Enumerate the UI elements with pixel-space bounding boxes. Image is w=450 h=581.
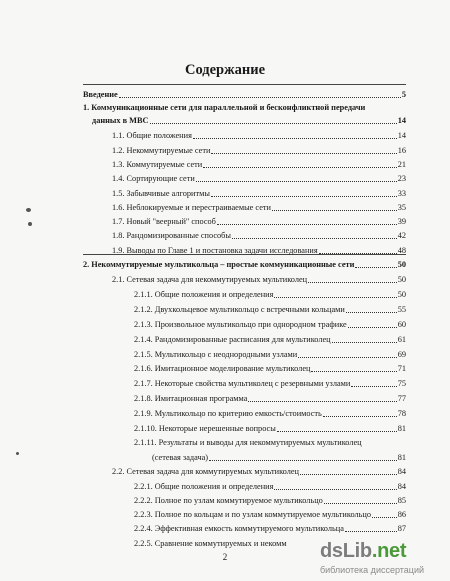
page-number: 2 [222, 552, 228, 562]
toc-dot-leader [355, 267, 396, 268]
toc-entry-title: 2.1.8. Имитационная программа [134, 394, 248, 403]
toc-dot-leader [211, 153, 396, 154]
toc-entry [134, 508, 406, 520]
toc-entry-title: 2.1.10. Некоторые нерешенные вопросы [134, 424, 276, 433]
toc-entry-page: 50 [397, 275, 406, 284]
toc-entry [134, 494, 406, 506]
toc-entry-title: 2.2.4. Эффективная емкость коммутируемого мультикольца [134, 524, 344, 533]
toc-entry [112, 273, 406, 285]
toc-entry-page: 84 [397, 467, 406, 476]
toc-entry [134, 480, 406, 492]
toc-dot-leader [324, 503, 397, 504]
toc-dot-leader [323, 416, 397, 417]
toc-entry [112, 129, 406, 141]
toc-entry [152, 451, 406, 463]
toc-entry-title: 2.1.1. Общие положения и определения [134, 290, 274, 299]
toc-entry-title: 2.1.3. Произвольное мультикольцо при однородном трафике [134, 320, 347, 329]
toc-dot-leader [311, 371, 396, 372]
toc-entry-title: 2.2.3. Полное по кольцам и по узлам коммутируемое мультикольцо [134, 510, 371, 519]
toc-entry [134, 362, 406, 374]
toc-entry-title: 2.2.5. Сравнение коммутируемых и некомм [134, 539, 287, 548]
toc-entry [112, 144, 406, 156]
toc-entry [134, 522, 406, 534]
toc-entry-page: 39 [397, 217, 406, 226]
toc-entry [134, 333, 406, 345]
toc-entry-page: 77 [397, 394, 406, 403]
toc-entry-title: 2.1.7. Некоторые свойства мультиколец с резервными узлами [134, 379, 351, 388]
toc-entry-title: 1.3. Коммутируемые сети [112, 160, 203, 169]
toc-dot-leader [209, 460, 397, 461]
toc-dot-leader [232, 238, 397, 239]
toc-dot-leader [150, 123, 397, 124]
toc-dot-leader [345, 531, 397, 532]
toc-entry-page: 84 [397, 482, 406, 491]
watermark-subtitle: библиотека диссертаций [320, 565, 425, 575]
scan-speck [28, 222, 32, 226]
toc-entry-page: 55 [397, 305, 406, 314]
toc-dot-leader [351, 386, 396, 387]
toc-dot-leader [119, 97, 401, 98]
toc-entry [134, 348, 406, 360]
toc-entry-title: 2.2.1. Общие положения и определения [134, 482, 274, 491]
toc-entry [134, 407, 406, 419]
toc-entry-title: 2.2. Сетевая задача для коммутируемых мультиколец [112, 467, 299, 476]
toc-entry [112, 229, 406, 241]
toc-dot-leader [211, 196, 397, 197]
watermark-logo-main: dsLib [320, 540, 372, 562]
watermark-logo [320, 540, 442, 578]
toc-entry-title: 1.2. Некоммутируемые сети [112, 146, 211, 155]
toc-entry [112, 201, 406, 213]
toc-entry-page: 81 [397, 424, 406, 433]
toc-entry [112, 158, 406, 170]
toc-dot-leader [193, 138, 397, 139]
toc-entry-page: 50 [397, 290, 406, 299]
toc-entry-title: 2.1.4. Рандомизированные расписания для мультиколец [134, 335, 331, 344]
toc-entry [83, 88, 406, 100]
toc-entry-title: 1.1. Общие положения [112, 131, 192, 140]
toc-dot-leader [277, 431, 397, 432]
toc-dot-leader [298, 357, 397, 358]
toc-entry-page: 5 [401, 90, 406, 99]
toc-entry-page: 86 [397, 510, 406, 519]
toc-entry-page: 14 [397, 116, 406, 125]
toc-entry-page: 48 [397, 246, 406, 255]
toc-entry-title: данных в МВС [92, 116, 149, 125]
toc-entry-title: 2.1.11. Результаты и выводы для некоммутируемых мультиколец [134, 438, 362, 447]
toc-entry-title: 1.7. Новый "веерный" способ [112, 217, 216, 226]
toc-entry-page: 21 [397, 160, 406, 169]
toc-entry [112, 244, 406, 256]
toc-dot-leader [372, 517, 397, 518]
toc-entry-title: 1.4. Сортирующие сети [112, 174, 195, 183]
toc-entry-title: 1.8. Рандомизированные способы [112, 231, 231, 240]
toc-entry-page: 75 [397, 379, 406, 388]
toc-entry-page: 85 [397, 496, 406, 505]
scan-speck [26, 208, 31, 212]
toc-entry [134, 318, 406, 330]
toc-dot-leader [346, 312, 397, 313]
toc-entry-page: 33 [397, 189, 406, 198]
toc-dot-leader [196, 181, 397, 182]
toc-entry [134, 303, 406, 315]
toc-entry-title: 2.1.6. Имитационное моделирование мультиколец [134, 364, 311, 373]
toc-entry-page: 42 [397, 231, 406, 240]
toc-entry-page: 69 [397, 350, 406, 359]
scan-speck [16, 452, 19, 455]
toc-entry-title: 2.2.2. Полное по узлам коммутируемое мультикольцо [134, 496, 323, 505]
toc-entry-page: 50 [397, 260, 406, 269]
toc-dot-leader [274, 297, 396, 298]
toc-entry [83, 258, 406, 270]
toc-dot-leader [308, 282, 397, 283]
toc-entry-page: 60 [397, 320, 406, 329]
toc-entry [134, 392, 406, 404]
toc-entry-page: 81 [397, 453, 406, 462]
toc-dot-leader [203, 167, 396, 168]
watermark-logo-tld: .net [371, 540, 407, 562]
toc-entry [134, 436, 406, 448]
toc-dot-leader [300, 474, 397, 475]
toc-entry [134, 422, 406, 434]
toc-dot-leader [217, 224, 397, 225]
toc-dot-leader [319, 253, 397, 254]
toc-entry [134, 288, 406, 300]
toc-dot-leader [248, 401, 396, 402]
toc-entry [134, 377, 406, 389]
toc-entry-title: 2. Некоммутируемые мультикольца – простые коммуникационные сети [83, 260, 355, 269]
toc-entry-page: 71 [397, 364, 406, 373]
toc-entry-page: 35 [397, 203, 406, 212]
toc-entry-title: 1. Коммуникационные сети для параллельной и бесконфликтной передачи [83, 103, 366, 112]
toc-entry-title: 1.5. Забывчивые алгоритмы [112, 189, 210, 198]
toc-dot-leader [272, 210, 397, 211]
toc-entry [112, 172, 406, 184]
toc-entry-page: 61 [397, 335, 406, 344]
toc-entry [83, 101, 406, 113]
toc-entry-title: 2.1.2. Двухкольцевое мультикольцо с встречными кольцами [134, 305, 345, 314]
toc-dot-leader [274, 489, 396, 490]
toc-entry-page: 14 [397, 131, 406, 140]
toc-entry-page: 16 [397, 146, 406, 155]
page-title: Содержание [184, 62, 266, 78]
toc-dot-leader [348, 327, 397, 328]
toc-entry-page: 87 [397, 524, 406, 533]
toc-entry-page: 78 [397, 409, 406, 418]
toc-entry-title: 2.1.9. Мультикольцо по критерию емкость/стоимость [134, 409, 322, 418]
toc-entry-title: Введение [83, 90, 118, 99]
toc-entry-title: 1.9. Выводы по Главе 1 и постановка задачи исследования [112, 246, 318, 255]
toc-entry-title: 1.6. Неблокируемые и перестраиваемые сети [112, 203, 271, 212]
toc-entry-title: 2.1. Сетевая задача для некоммутируемых мультиколец [112, 275, 308, 284]
toc-entry [92, 114, 406, 126]
toc-entry [112, 187, 406, 199]
toc-entry-title: 2.1.5. Мультикольцо с неоднородными узлами [134, 350, 298, 359]
toc-entry [112, 465, 406, 477]
toc-entry [112, 215, 406, 227]
toc-dot-leader [332, 342, 397, 343]
toc-entry-title: (сетевая задача) [152, 453, 209, 462]
toc-entry-page: 23 [397, 174, 406, 183]
